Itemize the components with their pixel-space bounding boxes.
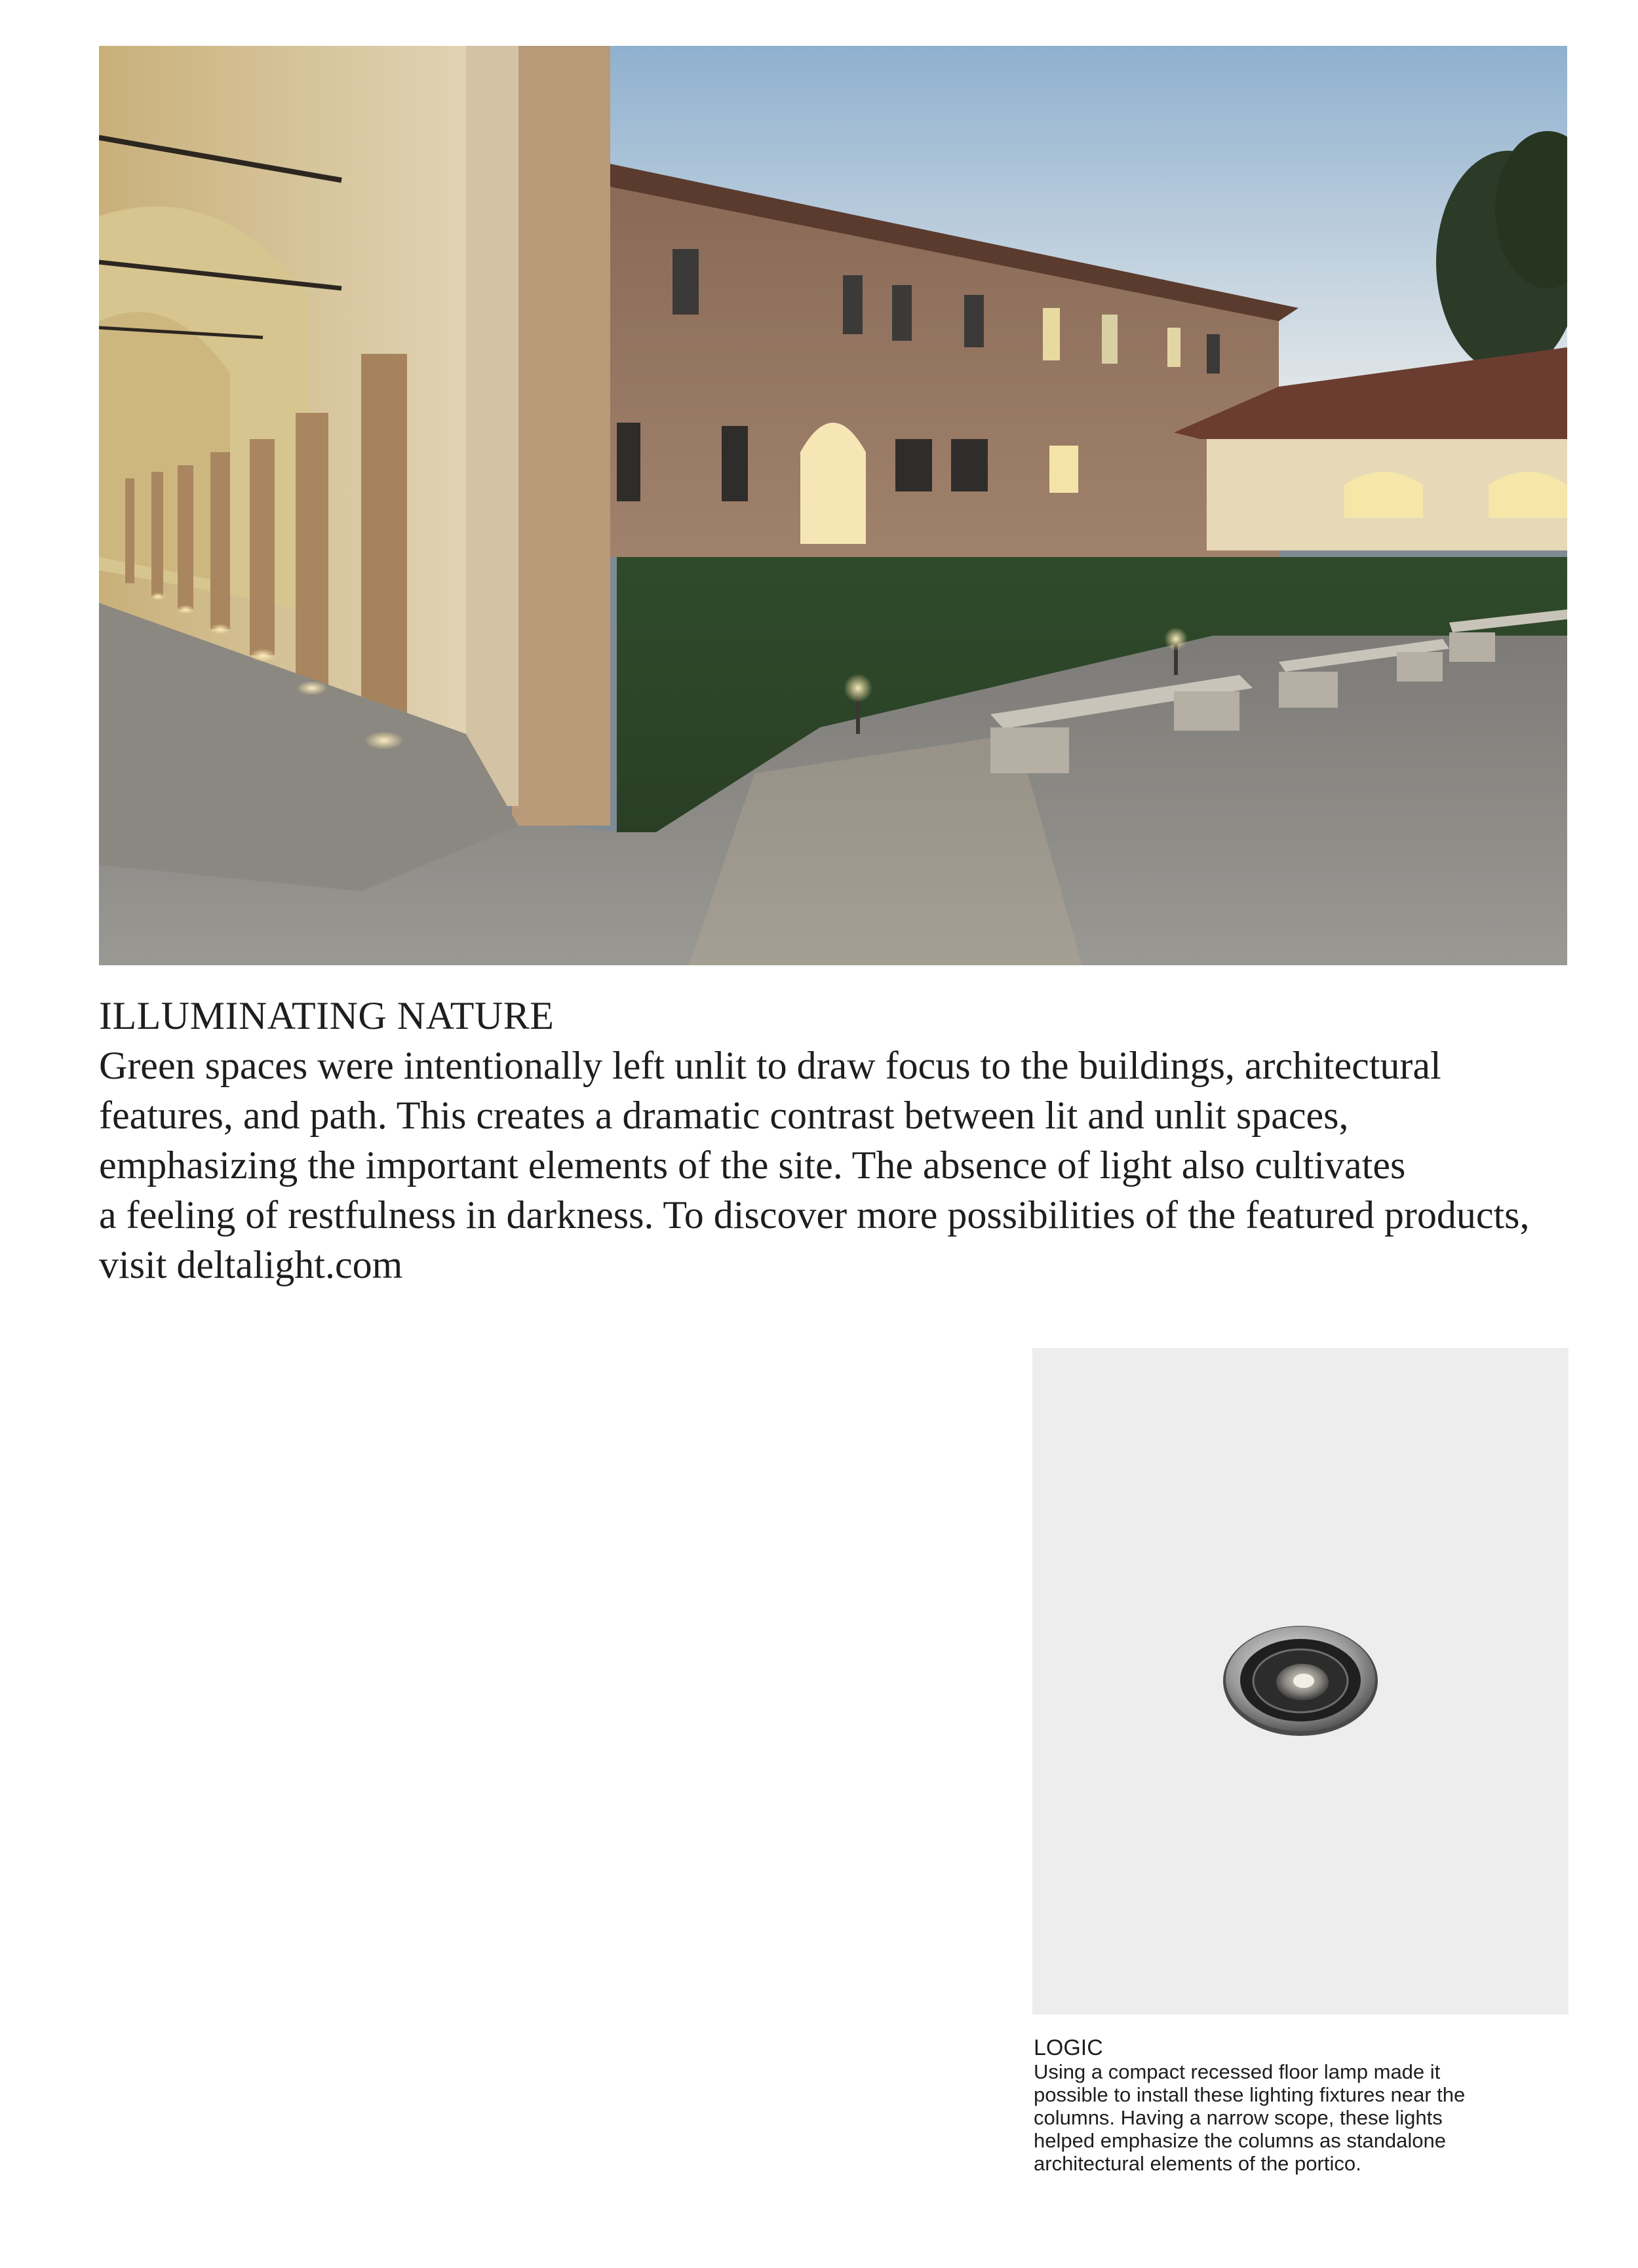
product-image-panel <box>1032 1348 1569 2014</box>
article-body: Green spaces were intentionally left unlit to draw focus to the buildings, architectural features, and path. This creates a dramatic contrast between lit and unlit spaces, emphasizing the important elements of the site. The absence of light also cultivates a feeling of restfulness in darkness. To discover more possibilities of the featured products, visit deltalight.com <box>99 1044 1530 1286</box>
product-name: LOGIC <box>1034 2035 1103 2060</box>
courtyard-photo <box>99 46 1567 965</box>
article-title: ILLUMINATING NATURE <box>99 994 555 1037</box>
article <box>99 991 1580 1290</box>
product-description: Using a compact recessed floor lamp made it possible to install these lighting fixtures near the columns. Having a narrow scope, these lights helped emphasize the columns as standalone architectural elements of the portico. <box>1034 2060 1466 2175</box>
recessed-floor-lamp-icon <box>1032 1348 1569 2014</box>
product-caption <box>1034 2035 1571 2175</box>
courtyard-illustration <box>99 46 1567 965</box>
